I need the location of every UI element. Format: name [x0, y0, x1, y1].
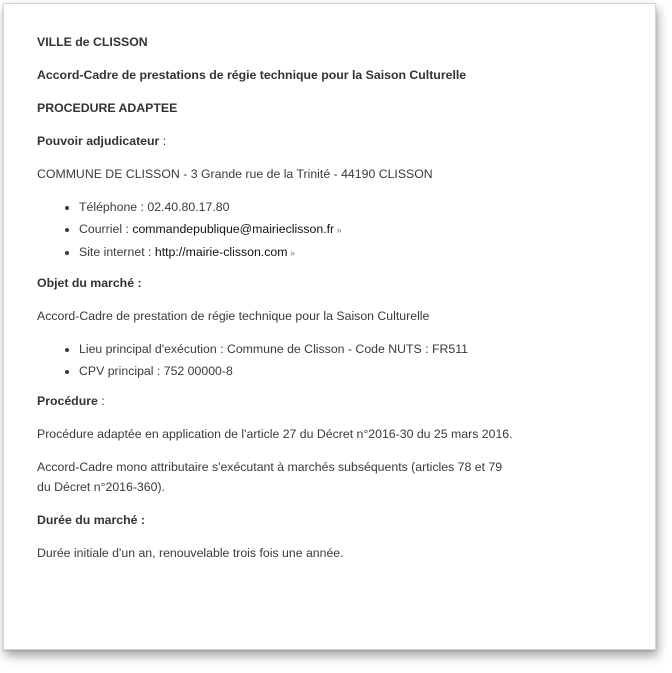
pouvoir-label: Pouvoir adjudicateur	[37, 134, 160, 148]
courriel-label: Courriel :	[79, 222, 133, 236]
site-label: Site internet :	[79, 245, 155, 259]
procedure-label: Procédure	[37, 394, 98, 408]
contact-list	[37, 197, 637, 263]
courriel-link[interactable]: commandepublique@mairieclisson.fr	[132, 222, 335, 236]
list-item-site	[79, 242, 637, 263]
procedure-text-2: Accord-Cadre mono attributaire s'exécutant à marchés subséquents (articles 78 et 79 du Décret n°2016-360).	[37, 460, 503, 494]
objet-heading: Objet du marché :	[37, 276, 142, 290]
external-link-icon: »	[287, 248, 295, 258]
external-link-icon: »	[334, 225, 342, 235]
objet-text: Accord-Cadre de prestation de régie technique pour la Saison Culturelle	[37, 309, 430, 323]
list-item-cpv: • CPV principal : 752 00000-8	[79, 361, 637, 381]
list-item-lieu: • Lieu principal d'exécution : Commune de Clisson - Code NUTS : FR511	[79, 339, 637, 359]
document-frame	[3, 3, 656, 650]
objet-list	[37, 339, 637, 381]
procedure-heading	[37, 391, 637, 411]
duree-heading: Durée du marché :	[37, 513, 145, 527]
city-title: VILLE de CLISSON	[37, 35, 148, 49]
pouvoir-heading	[37, 131, 637, 151]
pouvoir-sep: :	[159, 134, 167, 148]
list-item-courriel	[79, 219, 637, 240]
procedure-text-1: Procédure adaptée en application de l'article 27 du Décret n°2016-30 du 25 mars 2016.	[37, 427, 513, 441]
procedure-type: PROCEDURE ADAPTEE	[37, 101, 178, 115]
procedure-sep: :	[97, 394, 105, 408]
pouvoir-address: COMMUNE DE CLISSON - 3 Grande rue de la Trinité - 44190 CLISSON	[37, 167, 433, 181]
contract-subtitle: Accord-Cadre de prestations de régie technique pour la Saison Culturelle	[37, 68, 467, 82]
site-link[interactable]: http://mairie-clisson.com	[154, 245, 288, 259]
list-item-telephone: • Téléphone : 02.40.80.17.80	[79, 197, 637, 217]
document-content	[37, 32, 637, 576]
duree-text: Durée initiale d'un an, renouvelable trois fois une année.	[37, 546, 344, 560]
